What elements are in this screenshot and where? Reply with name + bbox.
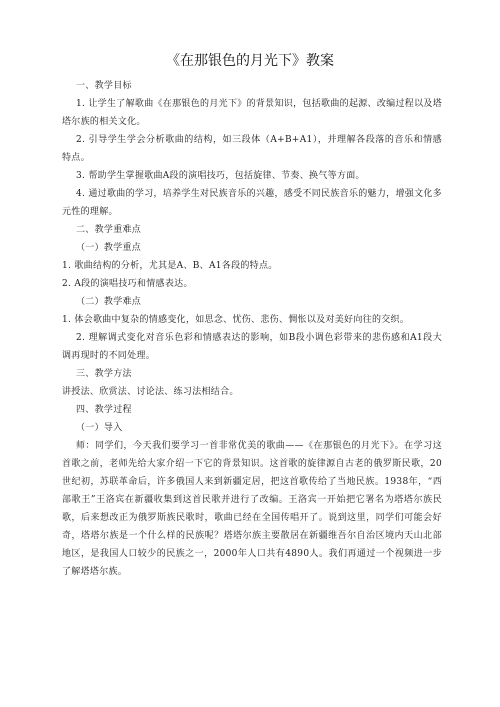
focus-item: 1. 歌曲结构的分析，尤其是A、B、A1各段的特点。 — [62, 261, 278, 271]
objective-item: 3. 帮助学生掌握歌曲A段的演唱技巧，包括旋律、节奏、换气等方面。 — [76, 171, 365, 181]
objective-item: 4. 通过歌曲的学习，培养学生对民族音乐的兴趣，感受不同民族音乐的魅力，增强文化多元性的理解。 — [62, 189, 442, 217]
section-heading-process: 四、教学过程 — [76, 405, 132, 415]
section-heading-methods: 三、教学方法 — [76, 369, 132, 379]
section-heading-key-points: 二、教学重难点 — [76, 225, 142, 235]
objective-item: 1. 让学生了解歌曲《在那银色的月光下》的背景知识，包括歌曲的起源、改编过程以及塔塔尔族的相关文化。 — [62, 99, 442, 127]
section-heading-objectives: 一、教学目标 — [76, 81, 132, 91]
subheading-focus: （一）教学重点 — [76, 243, 142, 253]
objective-item: 2. 引导学生学会分析歌曲的结构，如三段体（A+B+A1），并理解各段落的音乐和情感特点。 — [62, 135, 442, 163]
difficulty-item: 1. 体会歌曲中复杂的情感变化，如思念、忧伤、悲伤、惆怅以及对美好向往的交织。 — [62, 315, 410, 325]
document-body — [62, 77, 442, 581]
introduction-text: 师：同学们，今天我们要学习一首非常优美的歌曲——《在那银色的月光下》。在学习这首歌之前，老师先给大家介绍一下它的背景知识。这首歌的旋律源自古老的俄罗斯民歌，20世纪初，苏联革命后，许多俄国人来到新疆定居，把这首歌传给了当地民族。1938年，“西部歌王”王洛宾在新疆收集到这首民歌并进行了改编。王洛宾一开始把它署名为塔塔尔族民歌，后来想改正为俄罗斯族民歌时，歌曲已经在全国传唱开了。说到这里，同学们可能会好奇，塔塔尔族是一个什么样的民族呢？塔塔尔族主要散居在新疆维吾尔自治区境内天山北部地区，是我国人口较少的民族之一，2000年人口共有4890人。我们再通过一个视频进一步了解塔塔尔族。 — [62, 441, 442, 577]
subheading-difficulty: （二）教学难点 — [76, 297, 142, 307]
subheading-introduction: （一）导入 — [76, 423, 123, 433]
difficulty-item: 2. 理解调式变化对音乐色彩和情感表达的影响，如B段小调色彩带来的悲伤感和A1段大调再现时的不同处理。 — [62, 333, 442, 361]
methods-text: 讲授法、欣赏法、讨论法、练习法相结合。 — [62, 387, 239, 397]
focus-item: 2. A段的演唱技巧和情感表达。 — [62, 279, 193, 289]
document-title: 《在那银色的月光下》教案 — [166, 53, 334, 69]
